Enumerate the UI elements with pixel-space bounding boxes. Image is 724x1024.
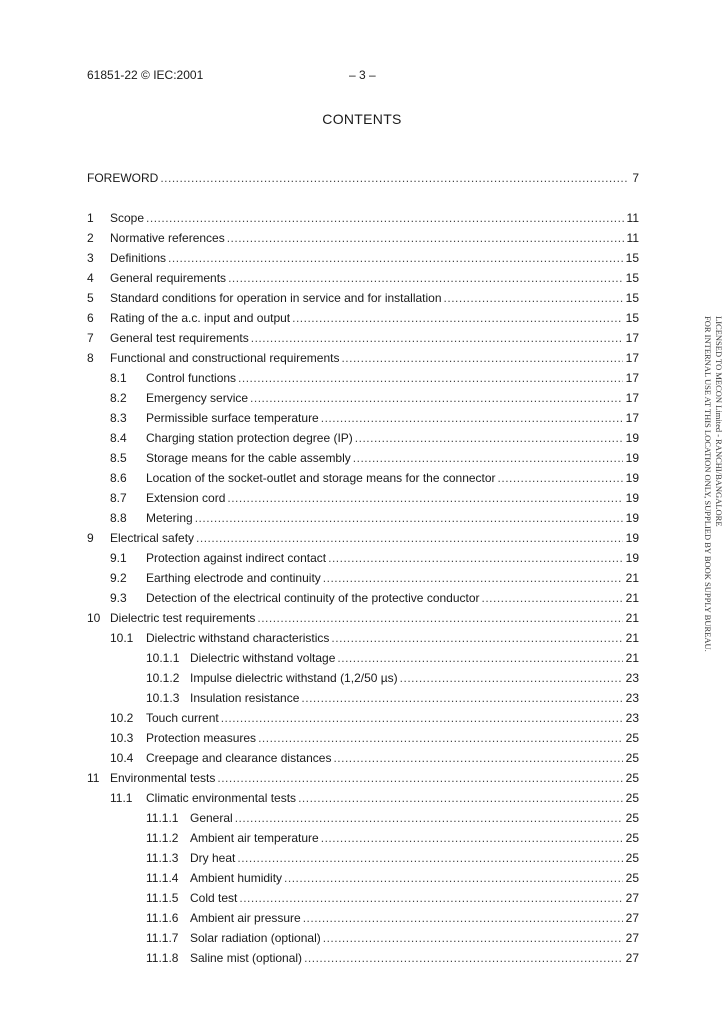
toc-entry-label: Ambient humidity	[190, 871, 283, 885]
toc-entry-page: 7	[632, 171, 639, 185]
toc-entry-number: 10.1	[110, 631, 134, 645]
toc-leader-dots	[498, 470, 623, 486]
toc-entry[interactable]	[87, 710, 639, 726]
toc-entry-label: Emergency service	[146, 391, 249, 405]
toc-entry-label: General requirements	[110, 271, 227, 285]
toc-entry-number: 10	[87, 611, 101, 625]
toc-entry-number: 8.2	[110, 391, 127, 405]
toc-entry-page: 19	[625, 531, 639, 545]
toc-entry[interactable]	[87, 470, 639, 486]
toc-leader-dots	[146, 210, 624, 226]
toc-leader-dots	[292, 310, 623, 326]
toc-leader-dots	[250, 390, 623, 406]
toc-leader-dots	[482, 590, 623, 606]
toc-entry-label: Dielectric withstand voltage	[190, 651, 336, 665]
toc-entry-page: 25	[625, 811, 639, 825]
toc-entry-number: 11.1.5	[146, 891, 179, 905]
toc-entry-number: 11.1.6	[146, 911, 179, 925]
toc-entry[interactable]	[87, 350, 639, 366]
toc-entry-number: 9	[87, 531, 94, 545]
toc-entry-label: Location of the socket-outlet and storage means for the connector	[146, 471, 496, 485]
toc-entry-label: Electrical safety	[110, 531, 195, 545]
toc-leader-dots	[227, 230, 624, 246]
toc-entry-page: 19	[625, 511, 639, 525]
toc-entry-number: 5	[87, 291, 94, 305]
toc-leader-dots	[400, 670, 623, 686]
toc-entry[interactable]	[87, 530, 639, 546]
toc-entry[interactable]	[87, 450, 639, 466]
toc-entry-number: 2	[87, 231, 94, 245]
toc-leader-dots	[284, 870, 623, 886]
toc-leader-dots	[258, 730, 623, 746]
toc-entry[interactable]	[87, 230, 639, 246]
toc-entry[interactable]	[87, 290, 639, 306]
toc-entry-number: 11.1.7	[146, 931, 179, 945]
toc-entry-label: Metering	[146, 511, 193, 525]
toc-entry-page: 25	[625, 791, 639, 805]
toc-entry-number: 9.2	[110, 571, 127, 585]
toc-entry-page: 25	[625, 831, 639, 845]
toc-entry-page: 15	[625, 271, 639, 285]
toc-entry[interactable]	[87, 930, 639, 946]
toc-entry-page: 25	[625, 871, 639, 885]
toc-entry-page: 21	[625, 631, 639, 645]
toc-entry-page: 23	[625, 691, 639, 705]
toc-leader-dots	[221, 710, 623, 726]
toc-entry[interactable]	[87, 390, 639, 406]
toc-entry-number: 10.1.3	[146, 691, 180, 705]
toc-entry-label: Charging station protection degree (IP)	[146, 431, 353, 445]
toc-entry-number: 8.5	[110, 451, 127, 465]
toc-entry-number: 11.1.2	[146, 831, 179, 845]
toc-entry-number: 10.1.1	[146, 651, 180, 665]
toc-entry-page: 21	[625, 611, 639, 625]
toc-leader-dots	[328, 550, 623, 566]
toc-entry-page: 23	[625, 711, 639, 725]
toc-entry[interactable]	[87, 870, 639, 886]
toc-entry-label: Functional and constructional requirements	[110, 351, 340, 365]
toc-leader-dots	[331, 630, 622, 646]
toc-entry-number: 7	[87, 331, 94, 345]
toc-entry-page: 21	[625, 571, 639, 585]
toc-leader-dots	[444, 290, 623, 306]
toc-leader-dots	[257, 610, 622, 626]
toc-entry-number: 11.1.4	[146, 871, 179, 885]
toc-entry[interactable]	[87, 490, 639, 506]
toc-entry-label: Rating of the a.c. input and output	[110, 311, 291, 325]
toc-entry[interactable]	[87, 890, 639, 906]
toc-entry[interactable]	[87, 770, 639, 786]
toc-entry[interactable]	[87, 790, 639, 806]
toc-leader-dots	[303, 910, 623, 926]
toc-entry-page: 11	[626, 211, 639, 225]
toc-entry[interactable]	[87, 170, 639, 186]
toc-entry-label: Climatic environmental tests	[146, 791, 297, 805]
toc-entry-label: Permissible surface temperature	[146, 411, 319, 425]
toc-entry[interactable]	[87, 610, 639, 626]
toc-entry[interactable]	[87, 850, 639, 866]
toc-entry-label: Impulse dielectric withstand (1,2/50 µs)	[190, 671, 398, 685]
toc-entry-label: Insulation resistance	[190, 691, 300, 705]
toc-leader-dots	[196, 530, 623, 546]
toc-entry-page: 15	[625, 291, 639, 305]
toc-entry[interactable]	[87, 510, 639, 526]
toc-entry-label: Dry heat	[190, 851, 236, 865]
toc-leader-dots	[298, 790, 623, 806]
toc-entry[interactable]	[87, 690, 639, 706]
toc-entry-number: 4	[87, 271, 94, 285]
header-page-number: – 3 –	[349, 68, 376, 82]
toc-entry[interactable]	[87, 630, 639, 646]
toc-entry-label: Environmental tests	[110, 771, 216, 785]
toc-entry[interactable]	[87, 330, 639, 346]
toc-leader-dots	[235, 810, 623, 826]
toc-entry-page: 11	[626, 231, 639, 245]
toc-entry-label: Dielectric test requirements	[110, 611, 256, 625]
toc-entry-page: 15	[625, 251, 639, 265]
toc-leader-dots	[237, 850, 622, 866]
toc-entry[interactable]	[87, 270, 639, 286]
toc-entry-label: FOREWORD	[87, 171, 159, 185]
toc-entry-page: 19	[625, 431, 639, 445]
toc-leader-dots	[238, 370, 623, 386]
toc-entry[interactable]	[87, 730, 639, 746]
toc-entry-page: 19	[625, 451, 639, 465]
toc-entry-label: Protection against indirect contact	[146, 551, 327, 565]
toc-leader-dots	[323, 930, 623, 946]
toc-entry-page: 25	[625, 731, 639, 745]
toc-entry-label: Storage means for the cable assembly	[146, 451, 351, 465]
toc-leader-dots	[355, 430, 623, 446]
toc-entry[interactable]	[87, 570, 639, 586]
toc-entry[interactable]	[87, 750, 639, 766]
toc-entry-number: 10.1.2	[146, 671, 180, 685]
toc-entry-page: 25	[625, 771, 639, 785]
toc-entry-number: 9.1	[110, 551, 127, 565]
toc-leader-dots	[217, 770, 622, 786]
toc-entry-label: Saline mist (optional)	[190, 951, 303, 965]
toc-entry-number: 6	[87, 311, 94, 325]
toc-entry-label: Control functions	[146, 371, 237, 385]
toc-entry[interactable]	[87, 590, 639, 606]
toc-entry[interactable]	[87, 430, 639, 446]
toc-entry-number: 8.4	[110, 431, 127, 445]
license-watermark	[696, 316, 724, 716]
toc-entry-page: 17	[625, 391, 639, 405]
toc-entry-number: 8.6	[110, 471, 127, 485]
toc-entry[interactable]	[87, 410, 639, 426]
toc-entry-page: 15	[625, 311, 639, 325]
toc-entry[interactable]	[87, 370, 639, 386]
page-title: CONTENTS	[322, 111, 402, 127]
toc-entry-label: General test requirements	[110, 331, 249, 345]
toc-entry-label: Earthing electrode and continuity	[146, 571, 321, 585]
toc-entry-page: 17	[625, 411, 639, 425]
toc-leader-dots	[239, 890, 622, 906]
toc-entry-label: Definitions	[110, 251, 167, 265]
toc-leader-dots	[323, 570, 623, 586]
toc-entry-page: 27	[625, 951, 639, 965]
toc-leader-dots	[337, 650, 622, 666]
toc-leader-dots	[321, 830, 623, 846]
toc-entry-page: 17	[625, 371, 639, 385]
toc-entry-page: 19	[625, 551, 639, 565]
toc-entry-number: 8.1	[110, 371, 127, 385]
toc-entry-number: 11.1	[110, 791, 133, 805]
toc-entry-label: Dielectric withstand characteristics	[146, 631, 330, 645]
toc-entry-label: Detection of the electrical continuity of the protective conductor	[146, 591, 480, 605]
license-line-1: LICENSED TO MECON Limited - RANCHI/BANGALORE	[714, 316, 724, 527]
toc-entry-label: Cold test	[190, 891, 238, 905]
toc-entry-number: 8.8	[110, 511, 127, 525]
toc-entry-label: General	[190, 811, 233, 825]
toc-entry[interactable]	[87, 210, 639, 226]
toc-entry-page: 17	[625, 351, 639, 365]
toc-entry-label: Touch current	[146, 711, 219, 725]
toc-entry-number: 8.7	[110, 491, 127, 505]
toc-entry-page: 27	[625, 911, 639, 925]
toc-entry-label: Extension cord	[146, 491, 226, 505]
toc-entry[interactable]	[87, 250, 639, 266]
toc-entry-page: 25	[625, 851, 639, 865]
toc-leader-dots	[160, 170, 627, 186]
toc-entry-number: 11.1.1	[146, 811, 179, 825]
toc-leader-dots	[353, 450, 623, 466]
toc-entry-number: 9.3	[110, 591, 127, 605]
toc-entry-page: 17	[625, 331, 639, 345]
toc-leader-dots	[301, 690, 622, 706]
toc-entry[interactable]	[87, 910, 639, 926]
toc-entry-number: 11	[87, 771, 100, 785]
toc-entry-label: Ambient air temperature	[190, 831, 319, 845]
toc-entry-label: Scope	[110, 211, 145, 225]
toc-entry-page: 21	[625, 651, 639, 665]
toc-entry-page: 19	[625, 491, 639, 505]
toc-entry-label: Ambient air pressure	[190, 911, 301, 925]
toc-entry-number: 1	[87, 211, 94, 225]
header-standard-id: 61851-22 © IEC:2001	[87, 68, 204, 82]
toc-entry-page: 21	[625, 591, 639, 605]
toc-entry[interactable]	[87, 830, 639, 846]
toc-leader-dots	[168, 250, 623, 266]
license-line-2: FOR INTERNAL USE AT THIS LOCATION ONLY, SUPPLIED BY BOOK SUPPLY BUREAU.	[703, 316, 713, 652]
toc-entry[interactable]	[87, 950, 639, 966]
toc-entry[interactable]	[87, 550, 639, 566]
toc-entry-number: 8.3	[110, 411, 127, 425]
toc-entry-label: Standard conditions for operation in service and for installation	[110, 291, 442, 305]
toc-entry-page: 27	[625, 931, 639, 945]
toc-entry-page: 23	[625, 671, 639, 685]
toc-leader-dots	[251, 330, 623, 346]
toc-entry[interactable]	[87, 810, 639, 826]
toc-leader-dots	[321, 410, 623, 426]
toc-entry-number: 10.3	[110, 731, 134, 745]
toc-entry-page: 27	[625, 891, 639, 905]
toc-entry-number: 10.4	[110, 751, 134, 765]
toc-leader-dots	[304, 950, 623, 966]
toc-entry-number: 3	[87, 251, 94, 265]
toc-leader-dots	[228, 270, 623, 286]
toc-entry-label: Protection measures	[146, 731, 257, 745]
toc-entry[interactable]	[87, 310, 639, 326]
toc-entry-number: 11.1.8	[146, 951, 179, 965]
toc-entry-label: Normative references	[110, 231, 225, 245]
toc-entry-label: Solar radiation (optional)	[190, 931, 321, 945]
toc-entry-number: 11.1.3	[146, 851, 179, 865]
toc-entry-number: 10.2	[110, 711, 134, 725]
toc-entry[interactable]	[87, 650, 639, 666]
toc-entry-page: 19	[625, 471, 639, 485]
toc-entry-label: Creepage and clearance distances	[146, 751, 332, 765]
toc-leader-dots	[195, 510, 623, 526]
toc-entry-page: 25	[625, 751, 639, 765]
toc-entry[interactable]	[87, 670, 639, 686]
toc-leader-dots	[341, 350, 622, 366]
toc-entry-number: 8	[87, 351, 94, 365]
toc-leader-dots	[333, 750, 622, 766]
toc-leader-dots	[227, 490, 622, 506]
